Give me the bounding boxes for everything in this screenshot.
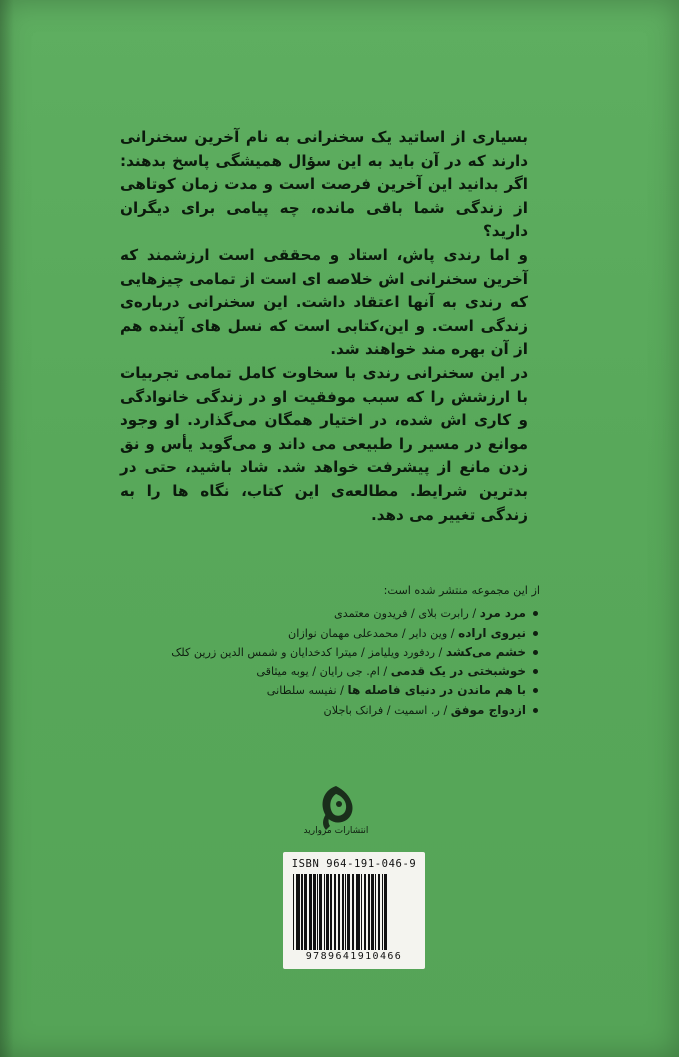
series-item-title: ازدواج موفق: [450, 702, 526, 717]
barcode: [283, 852, 425, 969]
series-item-credits: / ام. جی رایان / یوبه میثاقی: [256, 665, 391, 679]
isbn-label: ISBN 964-191-046-9: [291, 858, 417, 870]
series-item: [160, 681, 540, 700]
barcode-bar: [296, 874, 300, 950]
barcode-bar: [364, 874, 366, 950]
barcode-bar: [338, 874, 340, 950]
series-item: [160, 701, 540, 720]
barcode-bar: [309, 874, 312, 950]
barcode-bar: [368, 874, 370, 950]
series-item-credits: / نفیسه سلطانی: [266, 684, 348, 698]
series-item-title: نیروی اراده: [458, 625, 526, 640]
blurb-paragraph-2: و اما رندی پاش، استاد و محققی است ارزشمند که آخرین سخنرانی اش خلاصه ای است از تمامی چیزهایی که رندی به آنها اعتقاد داشت. این سخنرانی درباره‌ی زندگی است. و این،کتابی است که نسل های آینده هم از آن بهره مند خواهند شد.: [120, 245, 528, 359]
barcode-bar: [361, 874, 362, 950]
series-item-title: با هم ماندن در دنیای فاصله ها: [347, 683, 526, 698]
series-list: [160, 582, 540, 720]
series-item-title: خوشبختی در یک قدمی: [390, 664, 526, 679]
barcode-bar: [293, 874, 294, 950]
series-item: [160, 624, 540, 643]
series-heading: از این مجموعه منتشر شده است:: [383, 584, 540, 597]
series-item-credits: / ردفورد ویلیامز / میترا کدخدایان و شمس الدین زرین کلک: [171, 645, 446, 659]
series-item: [160, 662, 540, 681]
barcode-bar: [347, 874, 350, 950]
barcode-bar: [330, 874, 332, 950]
barcode-bar: [334, 874, 336, 950]
barcode-bar: [378, 874, 380, 950]
barcode-bar: [384, 874, 387, 950]
barcode-bar: [313, 874, 316, 950]
series-items: [160, 604, 540, 720]
barcode-bar: [319, 874, 322, 950]
blurb-paragraph-3: در این سخنرانی رندی با سخاوت کامل تمامی تجربیات با ارزشش را که سبب موفقیت او در زندگی خانوادگی و کاری اش شده، در اختیار همگان می‌گذارد. او وجود موانع در مسیر را طبیعی می داند و می‌گوید یأس و نق زدن مانع از پیشرفت خواهد شد. شاد باشید، حتی در بدترین شرایط. مطالعه‌ی این کتاب، نگاه ها را به زندگی تغییر می دهد.: [120, 363, 528, 524]
blurb-paragraph-1: بسیاری از اساتید یک سخنرانی به نام آخرین سخنرانی دارند که در آن باید به این سؤال همیشگی پاسخ بدهند: اگر بدانید این آخرین فرصت است و مدت زمان کوتاهی از زندگی شما باقی مانده، چه پیامی برای دیگران دارید؟: [120, 128, 528, 241]
spine-shadow: [0, 0, 14, 1057]
series-item-credits: / ر. اسمیت / فرانک باجلان: [323, 703, 451, 717]
ean-number: 9789641910466: [305, 951, 403, 962]
barcode-bar: [345, 874, 346, 950]
series-item: [160, 604, 540, 623]
series-item-credits: / رابرت بلای / فریدون معتمدی: [333, 607, 480, 621]
barcode-bar: [301, 874, 303, 950]
barcode-bar: [371, 874, 374, 950]
series-item-title: خشم می‌کشد: [445, 644, 526, 659]
barcode-bar: [375, 874, 376, 950]
series-item: [160, 643, 540, 662]
series-item-credits: / وین دایر / محمدعلی مهمان نوازان: [288, 626, 459, 640]
barcode-bar: [326, 874, 329, 950]
barcode-bar: [304, 874, 307, 950]
barcode-bar: [324, 874, 325, 950]
barcode-bar: [356, 874, 360, 950]
blurb-text: [120, 126, 528, 527]
barcode-bars: [291, 874, 417, 950]
publisher-name: انتشارات مروارید: [303, 826, 369, 836]
barcode-bar: [382, 874, 383, 950]
barcode-bar: [342, 874, 344, 950]
series-item-title: مرد مرد: [479, 606, 526, 621]
barcode-bar: [317, 874, 318, 950]
barcode-bar: [352, 874, 354, 950]
